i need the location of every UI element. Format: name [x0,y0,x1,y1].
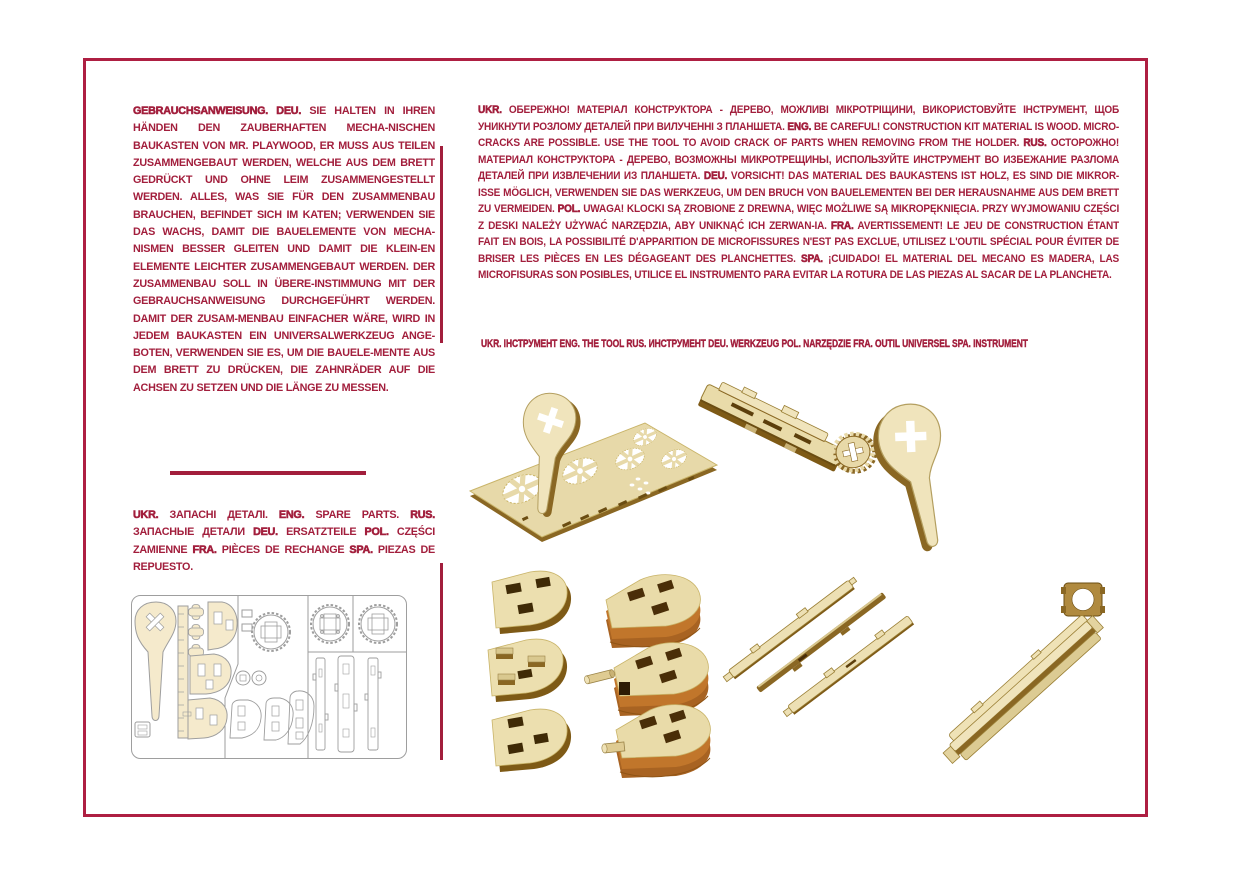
box-part-bottom-with-dowel [604,700,724,788]
section-divider-rule [170,471,366,475]
notched-sticks-illustration [738,575,943,755]
tool-caption-line: UKR. ІНСТРУМЕНТ ENG. THE TOOL RUS. ИНСТРУМЕНТ DEU. WERKZEUG POL. NARZĘDZIE FRA. OUTIL UNIVERSEL SPA. INSTRUMENT [481,338,1028,350]
flat-part-bottom [484,706,576,774]
flat-part-top [484,568,576,636]
flat-part-middle-with-tabs [480,636,572,704]
teardrop-tool-illustration [850,408,970,568]
german-instructions-paragraph: GEBRAUCHSANWEISUNG. DEU. SIE HALTEN IN IHREN HÄNDEN DEN ZAUBERHAFTEN MECHA-NISCHEN BAUKASTEN VON MR. PLAYWOOD, ER MUSS AUS TEILEN ZUSAMMENGEBAUT WERDEN, WELCHE AUS DEM BRETT GEDRÜCKT UND OHNE LEIM ZUSAMMENGESTELLT WERDEN. ALLES, WAS SIE FÜR DEN ZUSAMMENBAU BRAUCHEN, BEFINDET SICH IM KATEN; VERWENDEN SIE DAS WACHS, DAMIT DIE BAUELEMENTE VON MECHA-NISMEN BESSER GLEITEN UND DAMIT DIE KLEIN-EN ELEMENTE LEICHTER ZUSAMMENGEBAUT WERDEN. DER ZUSAMMENBAU SOLL IN ÜBERE-INSTIMMUNG MIT DER GEBRAUCHSANWEISUNG DURCHGEFÜHRT WERDEN. DAMIT DER ZUSAM-MENBAU EINFACHER WÄRE, WIRD IN JEDEM BAUKASTEN EIN UNIVERSALWERKZEUG ANGE-BOTEN, VERWENDEN SIE ES, UM DIE BAUELE-MENTE AUS DEM BRETT ZU DRÜCKEN, DIE ZAHNRÄDER AUF DIE ACHSEN ZU SETZEN UND DIE LÄNGE ZU MESSEN. [133,105,435,394]
assembled-beam-illustration [930,575,1140,780]
spare-parts-sheet-diagram [130,594,408,760]
spare-parts-caption: UKR. ЗАПАСНІ ДЕТАЛІ. ENG. SPARE PARTS. RUS. ЗАПАСНЫЕ ДЕТАЛИ DEU. ERSATZTEILE POL. CZĘŚCI ZAMIENNE FRA. PIÈCES DE RECHANGE SPA. PIEZAS DE REPUESTO. [133,509,435,573]
dowel-pin [582,668,618,692]
square-frame-piece [1061,583,1105,616]
column-divider-top [440,146,443,343]
multilingual-warning-paragraph: UKR. ОБЕРЕЖНО! МАТЕРІАЛ КОНСТРУКТОРА - ДЕРЕВО, МОЖЛИВІ МІКРОТРІЩИНИ, ВИКОРИСТОВУЙТЕ ІНСТРУМЕНТ, ЩОБ УНИКНУТИ РОЗЛОМУ ДЕТАЛЕЙ ПРИ ВИЛУЧЕННІ З ПЛАНШЕТА. ENG. BE CAREFUL! CONSTRUCTION KIT MATERIAL IS WOOD. MICRO-CRACKS ARE POSSIBLE. USE THE TOOL TO AVOID CRACK OF PARTS WHEN REMOVING FROM THE HOLDER. RUS. ОСТОРОЖНО! МАТЕРИАЛ КОНСТРУКТОРА - ДЕРЕВО, ВОЗМОЖНЫ МИКРОТРЕЩИНЫ, ИСПОЛЬЗУЙТЕ ИНСТРУМЕНТ ВО ИЗБЕЖАНИЕ РАЗЛОМА ДЕТАЛЕЙ ПРИ ИЗВЛЕЧЕНИИ ИЗ ПЛАНШЕТА. DEU. VORSICHT! DAS MATERIAL DES BAUKASTENS IST HOLZ, ES SIND DIE MIKROR-ISSE MÖGLICH, VERWENDEN SIE DAS WERKZEUG, UM DEN BRUCH VON BAUELEMENTEN BEI DER HERAUSNAHME AUS DEM BRETT ZU VERMEIDEN. POL. UWAGA! KLOCKI SĄ ZROBIONE Z DREWNA, WIĘC MOŻLIWE SĄ MIKROPĘKNIĘCIA. PRZY WYJMOWANIU CZĘŚCI Z DESKI NALEŻY UŻYWAĆ NARZĘDZIA, ABY UNIKNĄĆ ICH ZERWAN-IA. FRA. AVERTISSEMENT! LE JEU DE CONSTRUCTION ÉTANT FAIT EN BOIS, LA POSSIBILITÉ D'APPARITION DE MICROFISSURES N'EST PAS EXCLUE, UTILISEZ L'OUTIL SPÉCIAL POUR ÉVITER DE BRISER LES PIÈCES EN LES DÉGAGEANT DES PLANCHETTES. SPA. ¡CUIDADO! EL MATERIAL DEL MECANO ES MADERA, LAS MICROFISURAS SON POSIBLES, UTILICE EL INSTRUMENTO PARA EVITAR LA ROTURA DE LAS PIEZAS AL SACAR DE LA PLANCHETA. [478,104,1120,281]
column-divider-bottom [440,563,443,760]
